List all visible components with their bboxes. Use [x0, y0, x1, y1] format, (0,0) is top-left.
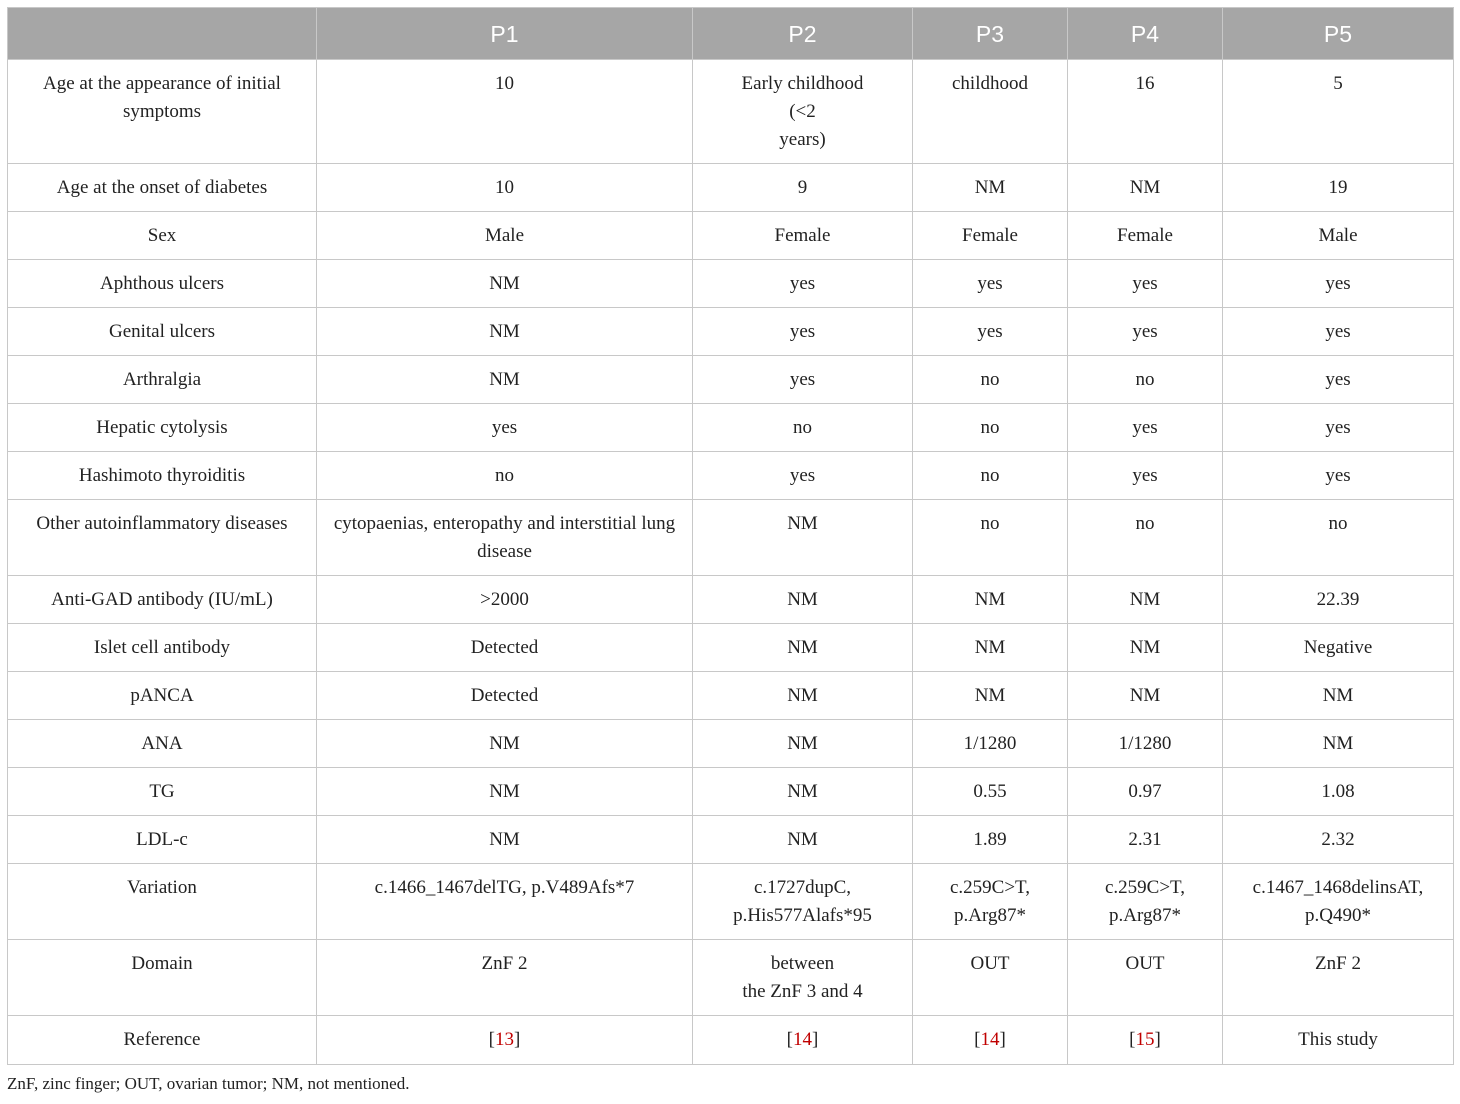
table-cell-p3: 0.55 — [913, 768, 1068, 816]
table-cell-p4: Female — [1068, 212, 1223, 260]
table-cell-p5: yes — [1223, 260, 1454, 308]
reference-cell-p2 — [693, 1016, 913, 1065]
table-cell-p1: yes — [317, 404, 693, 452]
table-cell-p1: Detected — [317, 624, 693, 672]
row-label: Genital ulcers — [8, 308, 317, 356]
table-cell-p4: yes — [1068, 404, 1223, 452]
table-cell-p2: NM — [693, 672, 913, 720]
table-cell-p1: no — [317, 452, 693, 500]
table-cell-p3: NM — [913, 576, 1068, 624]
row-label: pANCA — [8, 672, 317, 720]
table-cell-p1: Male — [317, 212, 693, 260]
table-row — [8, 60, 1454, 164]
table-cell-p4: 0.97 — [1068, 768, 1223, 816]
table-cell-p1: cytopaenias, enteropathy and interstitial lung disease — [317, 500, 693, 576]
reference-cell-p5 — [1223, 1016, 1454, 1065]
row-label: Variation — [8, 864, 317, 940]
table-cell-p2: Early childhood (<2 years) — [693, 60, 913, 164]
table-cell-p1: 10 — [317, 164, 693, 212]
table-cell-p5: 1.08 — [1223, 768, 1454, 816]
row-label: Domain — [8, 940, 317, 1016]
table-cell-p3: 1/1280 — [913, 720, 1068, 768]
header-cell-p4: P4 — [1068, 8, 1223, 60]
table-cell-p5: Negative — [1223, 624, 1454, 672]
table-cell-p3: c.259C>T, p.Arg87* — [913, 864, 1068, 940]
table-cell-p5: NM — [1223, 672, 1454, 720]
table-cell-p4: 16 — [1068, 60, 1223, 164]
row-label: Sex — [8, 212, 317, 260]
table-cell-p3: no — [913, 500, 1068, 576]
table-cell-p1: 10 — [317, 60, 693, 164]
table-cell-p3: no — [913, 452, 1068, 500]
table-cell-p5: yes — [1223, 356, 1454, 404]
table-cell-p2: 9 — [693, 164, 913, 212]
row-label: Other autoinflammatory diseases — [8, 500, 317, 576]
row-label: Islet cell antibody — [8, 624, 317, 672]
row-label: Age at the appearance of initial symptoms — [8, 60, 317, 164]
table-row — [8, 816, 1454, 864]
header-cell-p5: P5 — [1223, 8, 1454, 60]
table-cell-p2: Female — [693, 212, 913, 260]
table-body — [8, 60, 1454, 1065]
table-cell-p1: Detected — [317, 672, 693, 720]
table-row — [8, 576, 1454, 624]
table-cell-p2: NM — [693, 816, 913, 864]
table-cell-p2: yes — [693, 308, 913, 356]
table-cell-p3: OUT — [913, 940, 1068, 1016]
table-cell-p5: NM — [1223, 720, 1454, 768]
table-cell-p1: c.1466_1467delTG, p.V489Afs*7 — [317, 864, 693, 940]
header-cell-p1: P1 — [317, 8, 693, 60]
table-cell-p3: NM — [913, 624, 1068, 672]
table-cell-p4: yes — [1068, 452, 1223, 500]
table-cell-p3: yes — [913, 260, 1068, 308]
table-cell-p2: NM — [693, 720, 913, 768]
table-cell-p5: 19 — [1223, 164, 1454, 212]
table-cell-p5: yes — [1223, 404, 1454, 452]
table-cell-p5: no — [1223, 500, 1454, 576]
reference-bracket-close: ] — [514, 1029, 521, 1050]
reference-bracket-open: [ — [1129, 1029, 1136, 1050]
table-cell-p1: NM — [317, 768, 693, 816]
table-cell-p4: c.259C>T, p.Arg87* — [1068, 864, 1223, 940]
table-cell-p5: ZnF 2 — [1223, 940, 1454, 1016]
table-footnote: ZnF, zinc finger; OUT, ovarian tumor; NM, not mentioned. — [7, 1074, 410, 1093]
table-cell-p4: no — [1068, 500, 1223, 576]
table-cell-p1: NM — [317, 816, 693, 864]
row-label: Hepatic cytolysis — [8, 404, 317, 452]
table-row — [8, 164, 1454, 212]
reference-bracket-close: ] — [999, 1029, 1006, 1050]
row-label: TG — [8, 768, 317, 816]
table-cell-p3: Female — [913, 212, 1068, 260]
reference-link[interactable]: 15 — [1135, 1029, 1155, 1050]
table-row — [8, 500, 1454, 576]
row-label: Reference — [8, 1016, 317, 1065]
table-cell-p2: yes — [693, 356, 913, 404]
table-cell-p2: yes — [693, 260, 913, 308]
table-row — [8, 356, 1454, 404]
table-row — [8, 308, 1454, 356]
table-cell-p4: no — [1068, 356, 1223, 404]
reference-bracket-close: ] — [812, 1029, 819, 1050]
table-cell-p4: NM — [1068, 624, 1223, 672]
reference-bracket-open: [ — [488, 1029, 495, 1050]
table-cell-p4: NM — [1068, 576, 1223, 624]
table-cell-p4: yes — [1068, 308, 1223, 356]
table-cell-p2: NM — [693, 624, 913, 672]
table-cell-p1: NM — [317, 356, 693, 404]
table-row — [8, 768, 1454, 816]
table-cell-p1: >2000 — [317, 576, 693, 624]
table-cell-p2: NM — [693, 576, 913, 624]
row-label: LDL-c — [8, 816, 317, 864]
table-cell-p1: ZnF 2 — [317, 940, 693, 1016]
header-cell-p2: P2 — [693, 8, 913, 60]
reference-link[interactable]: 14 — [793, 1029, 812, 1050]
reference-cell-p1 — [317, 1016, 693, 1065]
table-cell-p3: no — [913, 356, 1068, 404]
header-cell-empty — [8, 8, 317, 60]
table-row — [8, 720, 1454, 768]
reference-link[interactable]: 14 — [980, 1029, 1000, 1050]
table-cell-p3: 1.89 — [913, 816, 1068, 864]
reference-link[interactable]: 13 — [495, 1029, 514, 1050]
table-cell-p3: NM — [913, 164, 1068, 212]
table-cell-p4: 2.31 — [1068, 816, 1223, 864]
table-cell-p3: childhood — [913, 60, 1068, 164]
header-cell-p3: P3 — [913, 8, 1068, 60]
table-row — [8, 404, 1454, 452]
row-label: ANA — [8, 720, 317, 768]
table-cell-p1: NM — [317, 308, 693, 356]
table-row — [8, 864, 1454, 940]
header-row — [8, 8, 1454, 60]
table-row — [8, 212, 1454, 260]
table-cell-p3: no — [913, 404, 1068, 452]
table-cell-p1: NM — [317, 260, 693, 308]
table-row — [8, 260, 1454, 308]
row-label: Aphthous ulcers — [8, 260, 317, 308]
table-cell-p4: OUT — [1068, 940, 1223, 1016]
table-row — [8, 624, 1454, 672]
table-cell-p5: yes — [1223, 452, 1454, 500]
table-cell-p2: c.1727dupC, p.His577Alafs*95 — [693, 864, 913, 940]
table-cell-p5: c.1467_1468delinsAT, p.Q490* — [1223, 864, 1454, 940]
row-label: Anti-GAD antibody (IU/mL) — [8, 576, 317, 624]
table-cell-p5: 5 — [1223, 60, 1454, 164]
table-row — [8, 672, 1454, 720]
reference-bracket-open: [ — [786, 1029, 793, 1050]
table-row — [8, 452, 1454, 500]
table-cell-p1: NM — [317, 720, 693, 768]
row-label: Age at the onset of diabetes — [8, 164, 317, 212]
table-cell-p2: NM — [693, 768, 913, 816]
data-table — [7, 7, 1454, 1065]
table-cell-p4: NM — [1068, 672, 1223, 720]
row-label: Arthralgia — [8, 356, 317, 404]
reference-cell-p3 — [913, 1016, 1068, 1065]
table-cell-p3: yes — [913, 308, 1068, 356]
row-label: Hashimoto thyroiditis — [8, 452, 317, 500]
reference-bracket-close: This study — [1298, 1029, 1378, 1050]
reference-bracket-close: ] — [1154, 1029, 1161, 1050]
reference-cell-p4 — [1068, 1016, 1223, 1065]
table-cell-p2: no — [693, 404, 913, 452]
table-cell-p5: Male — [1223, 212, 1454, 260]
table-row — [8, 940, 1454, 1016]
table-cell-p5: 2.32 — [1223, 816, 1454, 864]
table-cell-p2: yes — [693, 452, 913, 500]
table-cell-p4: NM — [1068, 164, 1223, 212]
table-cell-p4: yes — [1068, 260, 1223, 308]
table-row-reference — [8, 1016, 1454, 1065]
table-cell-p4: 1/1280 — [1068, 720, 1223, 768]
table-cell-p5: 22.39 — [1223, 576, 1454, 624]
reference-bracket-open: [ — [974, 1029, 981, 1050]
table-cell-p2: NM — [693, 500, 913, 576]
table-cell-p2: between the ZnF 3 and 4 — [693, 940, 913, 1016]
table-cell-p5: yes — [1223, 308, 1454, 356]
table-cell-p3: NM — [913, 672, 1068, 720]
